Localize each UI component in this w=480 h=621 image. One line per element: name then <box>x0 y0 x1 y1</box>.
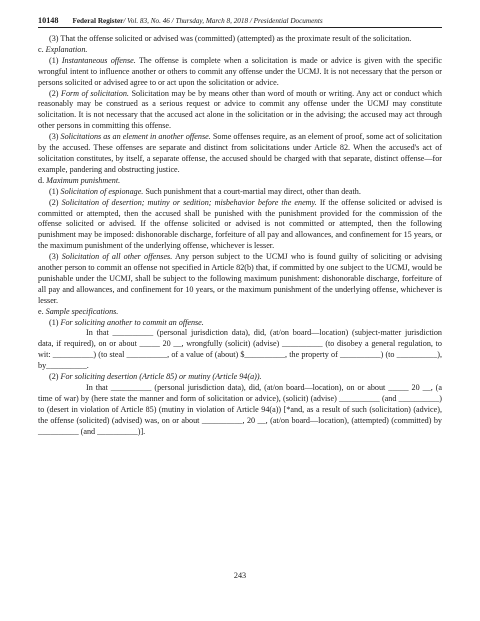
paragraph <box>38 56 442 89</box>
paragraph-text: (3) That the offense solicited or advised was (committed) (attempted) as the proximate result of the solicitation. <box>49 34 412 43</box>
paragraph-number: (3) <box>49 132 61 142</box>
paragraph <box>38 187 442 198</box>
running-header <box>38 16 442 28</box>
paragraph-text: Some offenses require, as an element of proof, some act of solicitation by the accused. These offenses are separate and distinct from solicitations under Article 82. When the accused's act of solicitation constitutes, by itself, a separate offense, the accused should be charged with that separate, distinct offense—for example, pandering and obstructing justice. <box>38 132 442 174</box>
section-title: Sample specifications. <box>45 306 119 316</box>
paragraph-text: In that __________ (personal jurisdiction data), did, (at/on board—location), on or about _____ 20 __, (a time of war) by (here state the manner and form of solicitation or advice), (solicit) (advise) __________ (and __________) to (desert in violation of Article 85) (mutiny in violation of Article 94(a)) [*and, as a result of such (solicitation) (advice), the offense (solicited) (advised) was, on or about __________, 20 __, (at/on board—location), (attempted) (committed) by __________ (and __________)]. <box>38 383 442 436</box>
paragraph <box>38 372 442 383</box>
section-label: d. <box>38 175 47 185</box>
paragraph-number: (1) <box>49 186 61 196</box>
section-label: c. <box>38 44 46 54</box>
section-heading <box>38 307 442 318</box>
paragraph-text: Solicitation may be by means other than word of mouth or writing. Any act or conduct which reasonably may be construed as a serious request or advice to commit any offense under the UCMJ may constitute solicitation. It is not necessary that the accused act alone in the solicitation or in the advising; the accused may act through other persons in committing this offense. <box>38 88 442 131</box>
document-body <box>38 34 442 438</box>
paragraph <box>38 318 442 329</box>
paragraph-heading: Instantaneous offense. <box>61 55 136 65</box>
footer-page-number: 243 <box>233 571 247 580</box>
paragraph-heading: Solicitations as an element in another offense. <box>60 132 211 142</box>
paragraph-heading: Form of solicitation. <box>60 88 129 98</box>
paragraph <box>38 34 442 45</box>
paragraph-heading: Solicitation of espionage. <box>60 186 144 196</box>
paragraph-number: (2) <box>49 88 61 98</box>
paragraph <box>38 132 442 176</box>
header-publication: Federal Register <box>72 17 124 25</box>
section-title: Explanation. <box>45 44 88 54</box>
paragraph-text: The offense is complete when a solicitation is made or advice is given with the specific wrongful intent to influence another or others to commit any offense under the UCMJ. It is not necessary that the person or persons solicited or advised agree to or act upon the solicitation or advice. <box>38 55 442 87</box>
section-heading <box>38 45 442 56</box>
paragraph-text: In that __________ (personal jurisdiction data), did, (at/on board—location) (subject-matter jurisdiction data, if required), on or about _____ 20 __, wrongfully (solicit) (advise) __________ (to disobey a general regulation, to wit: __________) (to steal __________, of a value of (about) $__________, the property of __________) (to __________), by__________. <box>38 328 442 371</box>
specification-text <box>38 328 442 372</box>
paragraph-number: (2) <box>49 197 62 207</box>
section-title: Maximum punishment. <box>46 175 121 185</box>
paragraph-text: Such punishment that a court-martial may direct, other than death. <box>143 186 361 196</box>
paragraph-heading: For soliciting another to commit an offense. <box>60 317 204 327</box>
header-page-number: 10148 <box>38 16 59 25</box>
paragraph-heading: Solicitation of all other offenses. <box>61 252 173 262</box>
section-heading <box>38 176 442 187</box>
paragraph-heading: Solicitation of desertion; mutiny or sedition; misbehavior before the enemy. <box>61 197 317 207</box>
paragraph-number: (2) <box>49 372 61 382</box>
page-footer <box>0 571 480 580</box>
paragraph-text: Any person subject to the UCMJ who is found guilty of soliciting or advising another person to commit an offense not specified in Article 82(b) that, if committed by one subject to the UCMJ, would be punishable under the UCMJ, shall be subject to the following maximum punishment: dishonorable discharge, forfeiture of all pay and allowances, and confinement for 10 years, or the maximum punishment of the underlying offense, whichever is lesser. <box>38 252 443 305</box>
paragraph-number: (3) <box>49 252 62 262</box>
paragraph-number: (1) <box>49 317 61 327</box>
section-label: e. <box>38 306 46 316</box>
header-issue: / Vol. 83, No. 46 / Thursday, March 8, 2018 / Presidential Documents <box>123 17 323 25</box>
paragraph <box>38 89 442 133</box>
paragraph-text: If the offense solicited or advised is committed or attempted, then the accused shall be punished with the punishment provided for the commission of the offense solicited or advised. If the offense solicited or advised is not committed or attempted, then the following punishment may be imposed: dishonorable discharge, forfeiture of all pay and allowances, and confinement for 15 years, or the maximum punishment of the underlying offense, whichever is lesser. <box>38 197 442 251</box>
paragraph-heading: For soliciting desertion (Article 85) or mutiny (Article 94(a)). <box>60 372 262 382</box>
specification-text <box>38 383 442 438</box>
paragraph <box>38 252 442 307</box>
paragraph-number: (1) <box>49 55 62 65</box>
paragraph <box>38 198 442 253</box>
